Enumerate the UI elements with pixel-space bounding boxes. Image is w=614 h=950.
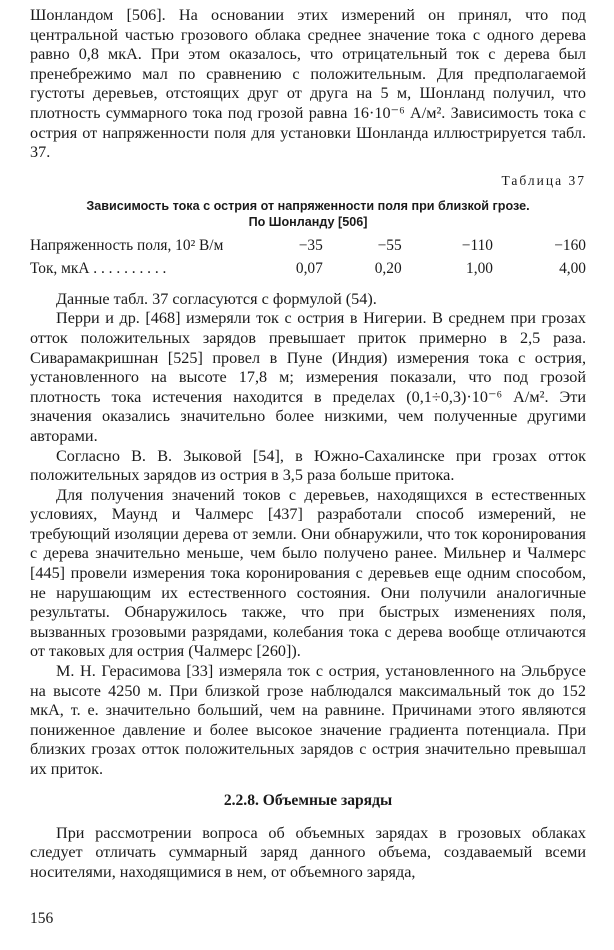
table-row-label: Ток, мкА . . . . . . . . . .: [30, 259, 167, 277]
paragraph: Перри и др. [468] измеряли ток с острия в Нигерии. В среднем при грозах отток положительных зарядов превышает приток примерно в 2,5 раза. Сиварамакришнан [525] провел в Пуне (Индия) измерения тока с острия, установленного на высоте 17,8 м; измерения показали, что под грозой плотность тока истечения находится в пределах (0,1÷0,3)·10⁻⁶ А/м². Эти значения оказались значительно более низкими, чем полученные другими авторами.: [30, 309, 586, 445]
paragraph: Данные табл. 37 согласуются с формулой (54).: [56, 289, 377, 308]
table-cell: 4,00: [559, 259, 586, 277]
table-cell: −160: [554, 236, 586, 254]
table-cell: 0,07: [295, 259, 323, 277]
data-table: [30, 234, 586, 280]
paragraph-top: Шонландом [506]. На основании этих измерений он принял, что под центральной частью грозового облака среднее значение тока с одного дерева равно 0,8 мкА. При этом оказалось, что отрицательный ток с дерева был пренебрежимо мал по сравнению с положительным. Для предполагаемой густоты деревьев, отстоящих друг от друга на 5 м, Шонланд получил, что плотность суммарного тока под грозой равна 16·10⁻⁶ А/м². Зависимость тока с острия от напряженности поля для установки Шонланда иллюстрируется табл. 37.: [30, 6, 586, 162]
paragraph: Согласно В. В. Зыковой [54], в Южно-Сахалинске при грозах отток положительных зарядов из острия в 3,5 раза больше притока.: [30, 446, 586, 485]
table-cell: 0,20: [374, 259, 402, 277]
table-row-label: Напряженность поля, 10² В/м: [30, 236, 224, 254]
paragraph: М. Н. Герасимова [33] измеряла ток с острия, установленного на Эльбрусе на высоте 4250 м. При близкой грозе наблюдался максимальный ток до 152 мкА, т. е. значительно больший, чем на равнине. Причинами этого являются пониженное давление и более высокое значение градиента потенциала. При близких грозах отток положительных зарядов с острия значительно превышал их приток.: [30, 662, 586, 778]
table-row: [30, 257, 586, 280]
table-row: [30, 234, 586, 257]
table-title-line1: Зависимость тока с острия от напряженности поля при близкой грозе.: [86, 198, 530, 213]
table-cell: −110: [461, 236, 493, 254]
page-number: 156: [30, 910, 54, 927]
section-heading: 2.2.8. Объемные заряды: [223, 791, 393, 809]
table-number: Таблица 37: [501, 172, 586, 188]
table-cell: −55: [377, 236, 402, 254]
table-cell: −35: [298, 236, 323, 254]
table-title-line2: По Шонланду [506]: [248, 214, 368, 229]
paragraph: Для получения значений токов с деревьев, находящихся в естественных условиях, Маунд и Чалмерс [437] разработали способ измерений, не требующий изоляции дерева от земли. Они обнаружили, что ток коронирования с дерева значительно меньше, чем было получено ранее. Мильнер и Чалмерс [445] провели измерения тока коронирования с деревьев еще одним способом, не нарушающим их естественного состояния. Они получили аналогичные результаты. Обнаружилось также, что при быстрых изменениях поля, вызванных грозовыми разрядами, колебания тока с дерева вообще отличаются от таковых для острия (Чалмерс [260]).: [30, 485, 586, 661]
page-body: [30, 6, 586, 882]
table-cell: 1,00: [466, 259, 493, 277]
paragraph-bottom: При рассмотрении вопроса об объемных зарядах в грозовых облаках следует отличать суммарный заряд данного объема, создаваемый всеми носителями, находящимися в нем, от объемного заряда,: [30, 823, 586, 881]
